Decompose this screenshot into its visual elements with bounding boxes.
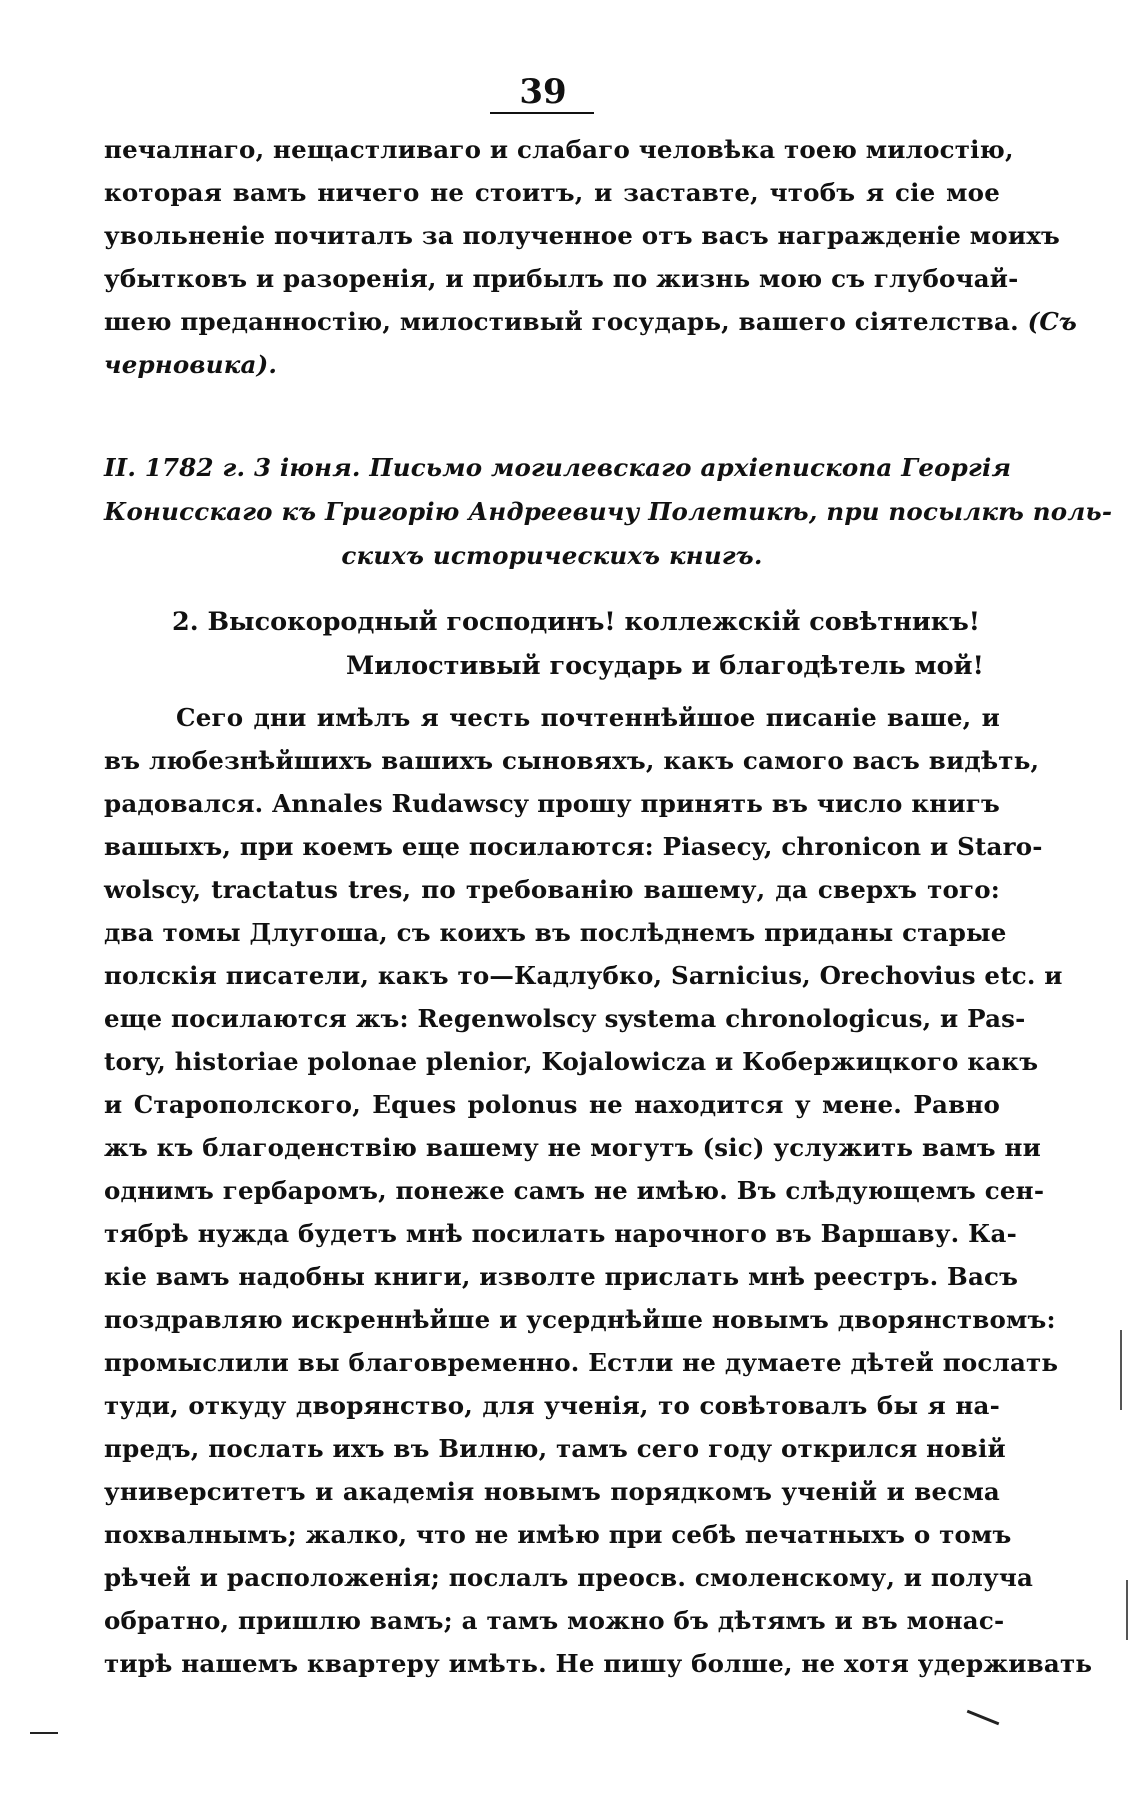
text-line: еще посилаются жъ: Regenwolscy systema chronologicus, и Pas- [104,1004,1026,1033]
text-line: кіе вамъ надобны книги, изволте прислать мнѣ реестръ. Васъ [104,1262,1019,1291]
text-line [104,300,1078,343]
text-line: жъ къ благоденствію вашему не могутъ (sic) услужить вамъ ни [104,1133,1041,1162]
letter-heading [104,446,1113,578]
scan-edge-mark [1126,1580,1128,1640]
text-line: два томы Длугоша, съ коихъ въ послѣднемъ приданы старые [104,918,1007,947]
text-fragment: шею преданностію, милостивый государь, вашего сіятелства. [104,307,1019,336]
text-line: радовался. Annales Rudawscy прошу принять въ число книгъ [104,789,1000,818]
text-line: вашыхъ, при коемъ еще посилаются: Piasecy, chronicon и Staro- [104,832,1043,861]
text-line: полскія писатели, какъ то—Кадлубко, Sarnicius, Orechovius etc. и [104,961,1063,990]
salutation-line-1: 2. Высокородный господинъ! коллежскій совѣтникъ! [172,607,980,637]
scan-edge-mark [1120,1330,1122,1410]
heading-line: II. 1782 г. 3 іюня. Письмо могилевскаго архіепископа Георгія [104,453,1012,482]
text-line: предъ, послать ихъ въ Вилню, тамъ сего году открился новій [104,1434,1006,1463]
text-line: рѣчей и расположенія; послалъ преосв. смоленскому, и получа [104,1563,1034,1592]
text-line: однимъ гербаромъ, понеже самъ не имѣю. Въ слѣдующемъ сен- [104,1176,1045,1205]
page-number: 39 [519,72,567,112]
text-line: которая вамъ ничего не стоитъ, и заставте, чтобъ я сіе мое [104,178,1000,207]
text-line: тирѣ нашемъ квартеру имѣть. Не пишу болше, не хотя удерживать [104,1649,1093,1678]
heading-line: скихъ историческихъ книгъ. [341,541,763,570]
continued-paragraph [104,128,1078,386]
text-line: поздравляю искреннѣйше и усерднѣйше новымъ дворянствомъ: [104,1305,1056,1334]
text-line: увольненіе почиталъ за полученное отъ васъ награжденіе моихъ [104,221,1060,250]
heading-line: Конисскаго къ Григорію Андреевичу Полетикѣ, при посылкѣ поль- [104,497,1113,526]
text-line: и Старополского, Eques polonus не находится у мене. Равно [104,1090,1000,1119]
text-line: wolscy, tractatus tres, по требованію вашему, да сверхъ того: [104,875,1000,904]
text-line: печалнаго, нещастливаго и слабаго человѣка тоею милостію, [104,135,1014,164]
salutation-line-2: Милостивый государь и благодѣтель мой! [346,651,984,681]
scan-mark-left [30,1732,58,1734]
page-number-rule [490,112,594,114]
text-line: Сего дни имѣлъ я честь почтеннѣйшое писаніе ваше, и [176,703,1000,732]
letter-body [104,696,1093,1685]
source-note-continuation: черновика). [104,350,278,379]
source-note: (Съ [1027,307,1078,336]
scan-mark-right [967,1710,1000,1726]
text-line: тябрѣ нужда будетъ мнѣ посилать нарочного въ Варшаву. Ка- [104,1219,1017,1248]
text-line: tory, historiae polonae plenior, Kojalowicza и Кобержицкого какъ [104,1047,1039,1076]
text-line: промыслили вы благовременно. Естли не думаете дѣтей послать [104,1348,1059,1377]
text-line: туди, откуду дворянство, для ученія, то совѣтовалъ бы я на- [104,1391,1000,1420]
text-line: похвалнымъ; жалко, что не имѣю при себѣ печатныхъ о томъ [104,1520,1012,1549]
text-line: убытковъ и разоренія, и прибылъ по жизнь мою съ глубочай- [104,264,1019,293]
text-line: въ любезнѣйшихъ вашихъ сыновяхъ, какъ самого васъ видѣть, [104,746,1040,775]
text-line: университетъ и академія новымъ порядкомъ ученій и весма [104,1477,1000,1506]
text-line: обратно, пришлю вамъ; а тамъ можно бъ дѣтямъ и въ монас- [104,1606,1005,1635]
